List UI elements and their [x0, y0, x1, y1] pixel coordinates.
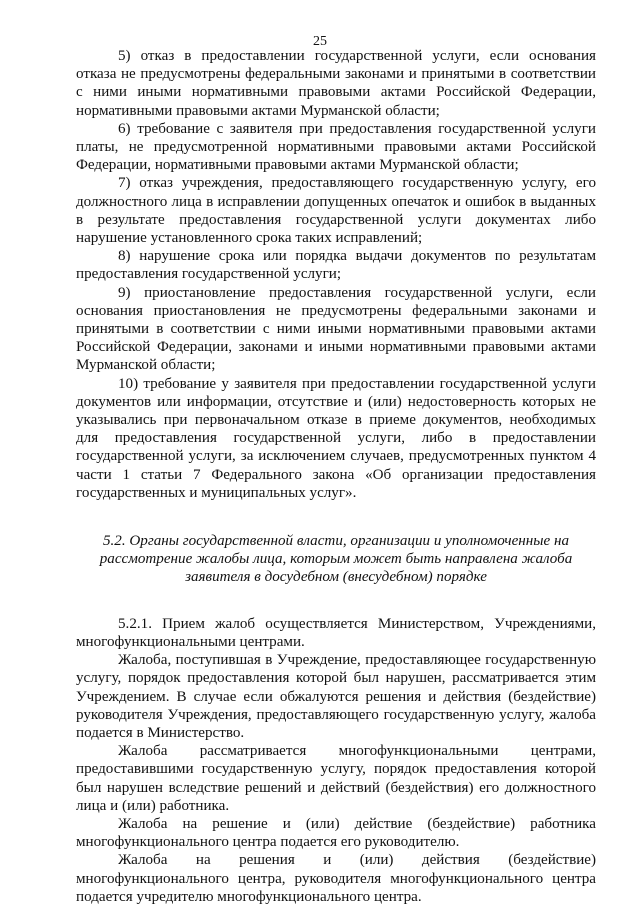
section-spacing — [76, 587, 596, 615]
section-heading — [76, 532, 596, 587]
section-heading-line: рассмотрение жалобы лица, которым может быть направлена жалоба — [99, 551, 573, 568]
section-heading-line: заявителя в досудебном (внесудебном) порядке — [185, 569, 487, 586]
section-paragraph: Жалоба рассматривается многофункциональными центрами, предоставившими государственную услугу, порядок предоставления которой был нарушен вследствие решений и действий (бездействия) его должностного лица и (или) работника. — [76, 743, 596, 814]
page-content — [76, 47, 596, 906]
section-paragraph: Жалоба на решения и (или) действия (бездействие) многофункционального центра, руководителя многофункционального центра подается учредителю многофункционального центра. — [76, 852, 596, 905]
list-item: 8) нарушение срока или порядка выдачи документов по результатам предоставления государственной услуги; — [76, 248, 596, 283]
page-number: 25 — [313, 34, 327, 49]
section-paragraph: Жалоба на решение и (или) действие (бездействие) работника многофункционального центра подается его руководителю. — [76, 815, 596, 851]
list-item: 6) требование с заявителя при предоставления государственной услуги платы, не предусмотренной нормативными правовыми актами Российской Федерации, нормативными правовыми актами Мурманской области; — [76, 120, 596, 174]
section-body — [76, 615, 596, 906]
list-items-block — [76, 47, 596, 502]
list-item: 10) требование у заявителя при предоставлении государственной услуги документов или информации, отсутствие и (или) недостоверность которых не указывались при первоначальном отказе в приеме документов, необходимых для предоставления государственной услуги, либо в предоставлении государственной услуги, за исключением случаев, предусмотренных пунктом 4 части 1 статьи 7 Федерального закона «Об организации предоставления государственных и муниципальных услуг». — [76, 375, 596, 501]
section-paragraph: Жалоба, поступившая в Учреждение, предоставляющее государственную услугу, порядок предоставления которой был нарушен, рассматривается этим Учреждением. В случае если обжалуются решения и действия (бездействие) руководителя Учреждения, предоставляющего государственную услугу, жалоба подается в Министерство. — [76, 652, 596, 741]
list-item: 5) отказ в предоставлении государственной услуги, если основания отказа не предусмотрены федеральными законами и принятыми в соответствии с ними иными нормативными правовыми актами Российской Федерации, нормативными правовыми актами Мурманской области; — [76, 48, 596, 119]
section-heading-line: 5.2. Органы государственной власти, организации и уполномоченные на — [102, 533, 570, 550]
list-item: 7) отказ учреждения, предоставляющего государственную услугу, его должностного лица в исправлении допущенных опечаток и ошибок в выданных в результате предоставления государственной услуги документах либо нарушение установленного срока таких исправлений; — [76, 175, 596, 247]
list-item: 9) приостановление предоставления государственной услуги, если основания приостановления не предусмотрены федеральными законами и принятыми в соответствии с ними иными нормативными правовыми актами Российской Федерации, законами и иными нормативными правовыми актами Мурманской области; — [76, 284, 596, 374]
section-paragraph: 5.2.1. Прием жалоб осуществляется Министерством, Учреждениями, многофункциональными центрами. — [76, 615, 596, 650]
